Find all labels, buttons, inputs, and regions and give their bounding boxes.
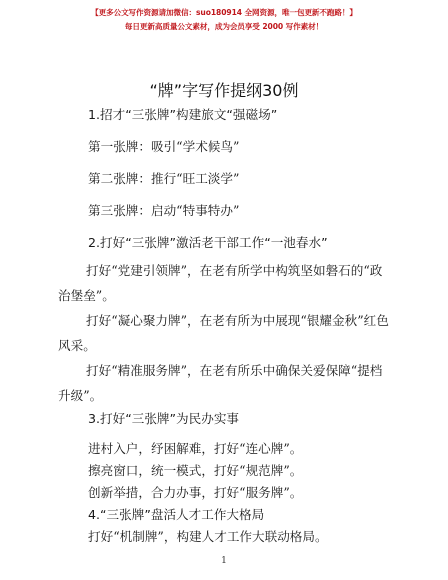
promo-banner-line-1: 【更多公文写作资源请加微信：suo180914 全网资源，唯一包更新不跑路！】 (91, 8, 357, 17)
section-heading-3: 3.打好“三张牌”为民办实事 (88, 411, 240, 426)
document-title: “牌”字写作提纲30例 (149, 81, 299, 100)
section-2-item-1: 打好“党建引领牌”，在老有所学中构筑坚如磐石的“政治堡垒”。 (58, 263, 383, 303)
section-4-item-1: 打好“机制牌”，构建人才工作大联动格局。 (88, 529, 328, 544)
section-3-item-2: 擦亮窗口，统一模式，打好“规范牌”。 (88, 463, 303, 478)
section-3-item-3: 创新举措，合力办事，打好“服务牌”。 (88, 485, 303, 500)
section-1-item-3: 第三张牌：启动“特事特办” (88, 203, 240, 218)
promo-banner-line-2: 每日更新高质量公文素材，成为会员享受 2000 写作素材！ (124, 22, 324, 31)
section-heading-4: 4.“三张牌”盘活人才工作大格局 (88, 507, 265, 522)
section-2-item-3: 打好“精准服务牌”，在老有所乐中确保关爱保障“提档升级”。 (58, 363, 383, 403)
promo-banner (0, 6, 448, 34)
section-3-item-1: 进村入户，纾困解难，打好“连心牌”。 (88, 441, 303, 456)
section-1-item-2: 第二张牌：推行“旺工淡学” (88, 171, 240, 186)
section-heading-2: 2.打好“三张牌”激活老干部工作“一池春水” (88, 235, 328, 250)
section-heading-1: 1.招才“三张牌”构建旅文“强磁场” (88, 107, 278, 122)
section-2-item-2: 打好“凝心聚力牌”，在老有所为中展现“银耀金秋”红色风采。 (58, 313, 389, 353)
page-number: 1 (221, 556, 227, 566)
section-1-item-1: 第一张牌：吸引“学术候鸟” (88, 139, 240, 154)
